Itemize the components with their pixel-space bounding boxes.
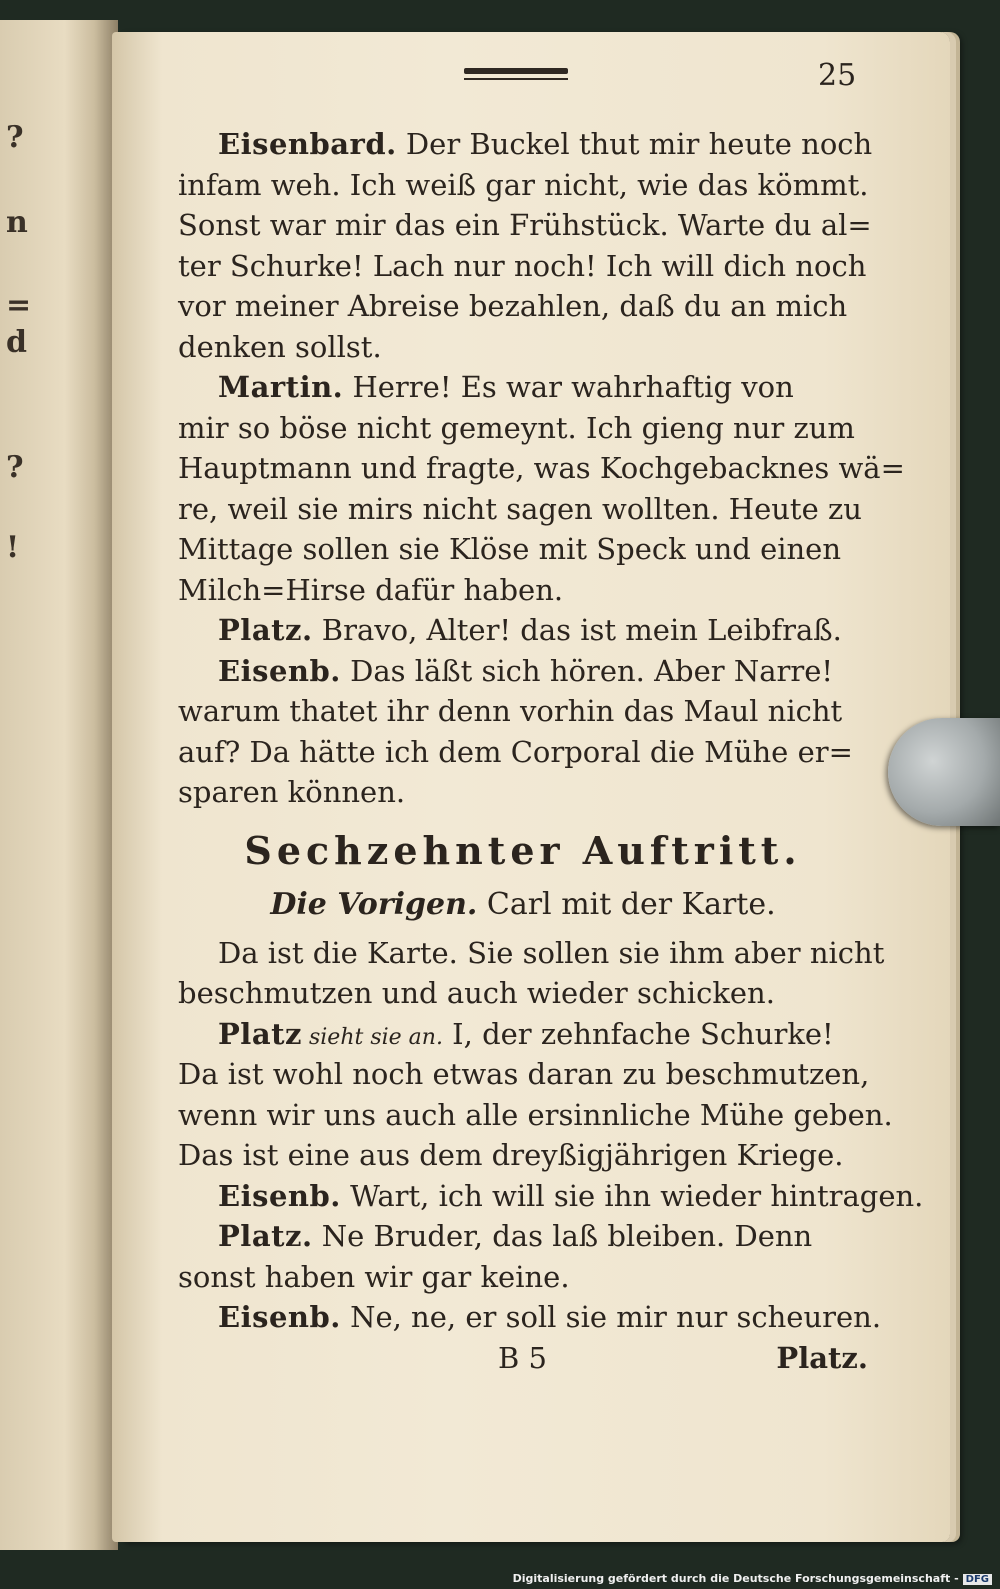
text-line bbox=[178, 246, 868, 287]
text-line bbox=[178, 1297, 882, 1338]
speaker-name: Platz. bbox=[218, 613, 313, 647]
header-rule bbox=[464, 68, 568, 74]
line-text: Bravo, Alter! das ist mein Leibfraß. bbox=[312, 613, 842, 647]
text-line bbox=[178, 1216, 868, 1257]
line-text: warum thatet ihr denn vorhin das Maul nicht bbox=[178, 694, 843, 728]
text-line bbox=[178, 973, 868, 1014]
line-text: Der Buckel thut mir heute noch bbox=[396, 127, 873, 161]
scene-heading: Sechzehnter Auftritt. bbox=[244, 827, 802, 873]
page-footer-line bbox=[178, 1338, 868, 1379]
text-line bbox=[178, 1014, 868, 1055]
page-text bbox=[178, 124, 924, 1378]
line-text: wenn wir uns auch alle ersinnliche Mühe geben. bbox=[178, 1097, 893, 1132]
text-line bbox=[178, 933, 885, 974]
text-line bbox=[178, 1135, 868, 1176]
speaker-name: Platz bbox=[218, 1016, 302, 1051]
speaker-name: Eisenbard. bbox=[218, 127, 397, 161]
text-line bbox=[178, 124, 873, 165]
text-line bbox=[178, 732, 868, 773]
text-line bbox=[178, 367, 868, 408]
scene-persons bbox=[178, 881, 868, 933]
text-line bbox=[178, 408, 868, 449]
margin-char: d bbox=[6, 325, 27, 360]
text-line bbox=[178, 448, 905, 489]
line-text: re, weil sie mirs nicht sagen wollten. Heute zu bbox=[178, 491, 862, 526]
speaker-name: Eisenb. bbox=[218, 653, 341, 688]
page-number: 25 bbox=[818, 58, 857, 93]
text-line bbox=[178, 1257, 868, 1298]
text-line bbox=[178, 165, 868, 206]
margin-char: ! bbox=[6, 530, 20, 565]
text-line bbox=[178, 610, 868, 651]
text-line bbox=[178, 286, 868, 327]
line-text: auf? Da hätte ich dem Corporal die Mühe er= bbox=[178, 734, 853, 769]
speaker-name: Platz. bbox=[218, 1219, 313, 1253]
line-text: Das ist eine aus dem dreyßigjährigen Kriege. bbox=[178, 1138, 844, 1172]
credit-text: Digitalisierung gefördert durch die Deutsche Forschungsgemeinschaft - bbox=[512, 1572, 959, 1585]
text-line bbox=[178, 1054, 868, 1095]
persons-rest: Carl mit der Karte. bbox=[477, 886, 776, 922]
book-page bbox=[112, 32, 950, 1542]
persons-label: Die Vorigen. bbox=[270, 886, 478, 922]
line-text: sonst haben wir gar keine. bbox=[178, 1259, 570, 1294]
line-text: Milch=Hirse dafür haben. bbox=[178, 572, 564, 607]
line-text: Ne, ne, er soll sie mir nur scheuren. bbox=[340, 1300, 882, 1334]
text-line bbox=[178, 1176, 924, 1217]
text-line bbox=[178, 489, 868, 530]
line-text: Sonst war mir das ein Frühstück. Warte du al= bbox=[178, 208, 872, 242]
text-line bbox=[178, 651, 868, 692]
margin-char: = bbox=[6, 288, 32, 323]
text-line bbox=[178, 205, 872, 246]
text-line bbox=[178, 327, 868, 368]
line-text: sparen können. bbox=[178, 775, 406, 809]
digitization-credit bbox=[513, 1572, 992, 1585]
dialogue-block-2 bbox=[178, 933, 924, 1338]
signature-mark: B 5 bbox=[498, 1340, 547, 1375]
speaker-name: Martin. bbox=[218, 370, 344, 404]
margin-char: n bbox=[6, 205, 28, 240]
line-text: Ne Bruder, das laß bleiben. Denn bbox=[312, 1219, 813, 1253]
line-text: Das läßt sich hören. Aber Narre! bbox=[340, 653, 834, 688]
line-text: mir so böse nicht gemeynt. Ich gieng nur zum bbox=[178, 410, 855, 445]
line-text: I, der zehnfache Schurke! bbox=[442, 1016, 834, 1051]
line-text: denken sollst. bbox=[178, 329, 382, 364]
text-line bbox=[178, 1095, 893, 1136]
line-text: beschmutzen und auch wieder schicken. bbox=[178, 976, 775, 1010]
page-clip bbox=[888, 718, 1000, 826]
speaker-name: Eisenb. bbox=[218, 1300, 341, 1334]
text-line bbox=[178, 529, 868, 570]
text-line bbox=[178, 772, 868, 813]
margin-char: ? bbox=[6, 450, 24, 485]
line-text: Da ist wohl noch etwas daran zu beschmutzen, bbox=[178, 1057, 870, 1091]
line-text: Mittage sollen sie Klöse mit Speck und einen bbox=[178, 532, 842, 566]
line-text: Wart, ich will sie ihn wieder hintragen. bbox=[340, 1178, 924, 1213]
line-text: ter Schurke! Lach nur noch! Ich will dich noch bbox=[178, 248, 867, 283]
speaker-name: Eisenb. bbox=[218, 1178, 341, 1213]
text-line bbox=[178, 691, 868, 732]
dfg-logo: DFG bbox=[963, 1574, 992, 1585]
line-text: Hauptmann und fragte, was Kochgebacknes wä= bbox=[178, 451, 905, 485]
line-text: Da ist die Karte. Sie sollen sie ihm aber nicht bbox=[218, 935, 885, 970]
line-text: Herre! Es war wahrhaftig von bbox=[343, 370, 794, 404]
line-text: vor meiner Abreise bezahlen, daß du an mich bbox=[178, 289, 848, 323]
line-text: infam weh. Ich weiß gar nicht, wie das kömmt. bbox=[178, 167, 869, 202]
catchword: Platz. bbox=[776, 1340, 868, 1375]
facing-page-edge bbox=[0, 20, 118, 1550]
stage-direction: sieht sie an. bbox=[301, 1024, 443, 1050]
text-line bbox=[178, 570, 868, 611]
margin-char: ? bbox=[6, 120, 24, 155]
dialogue-block-1 bbox=[178, 124, 905, 813]
